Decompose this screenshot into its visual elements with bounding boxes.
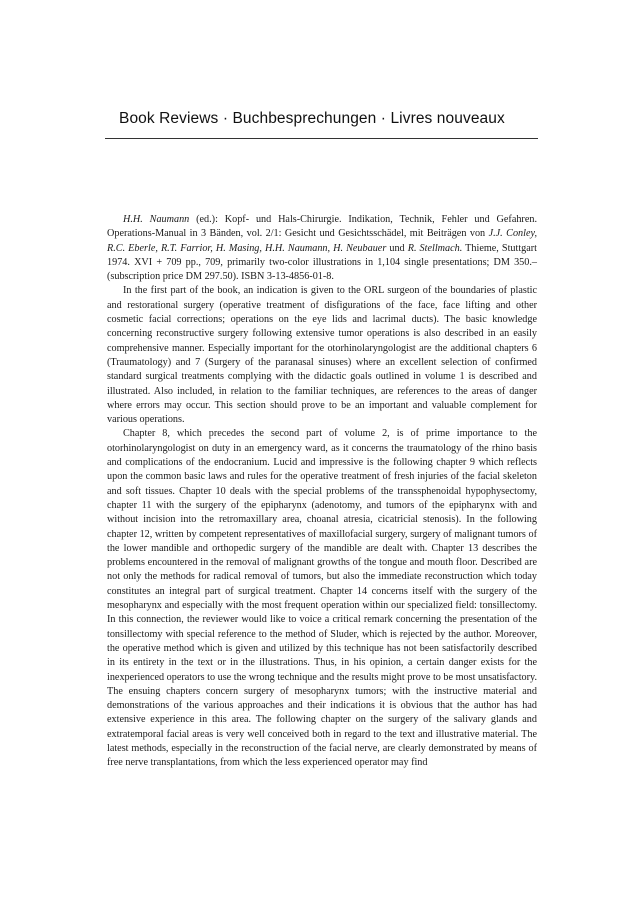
section-divider bbox=[105, 138, 538, 139]
book-citation bbox=[107, 213, 537, 284]
citation-title: (ed.): Kopf- und Hals-Chirurgie. Indikation, Technik, Fehler und Gefahren. Operations-Manual in 3 Bänden, vol. 2/1: Gesicht und Gesichtsschädel, mit Beiträgen von bbox=[107, 214, 537, 240]
review-paragraph: Chapter 8, which precedes the second part of volume 2, is of prime importance to the otorhinolaryngologist on duty in an emergency ward, as it concerns the traumatology of the rhino basis and complications of the endocranium. Lucid and impressive is the following chapter 9 which reflects upon the common basic laws and rules for the operative treatment of fresh injuries of the facial skeleton and soft tissues. Chapter 10 deals with the special problems of the transsphenoidal hypophysectomy, chapter 11 with the surgery of the epipharynx (adenotomy, and tumors of the epipharynx with and without incision into the retromaxillary area, choanal atresia, cicatricial stenosis). In the following chapter 12, written by competent representatives of maxillofacial surgery, surgery of malignant tumors of the lower mandible and orthopedic surgery of the mandible are dealt with. Chapter 13 describes the problems encountered in the removal of malignant growths of the tongue and mouth floor. Described are not only the methods for radical removal of tumors, but also the immediate reconstruction which today constitutes an integral part of surgical treatment. Chapter 14 concerns itself with the surgery of the mesopharynx and especially with the most frequent operation within our specialized field: tonsillectomy. In this connection, the reviewer would like to voice a critical remark concerning the presentation of the tonsillectomy with special reference to the method of Sluder, which is rejected by the author. Moreover, the operative method which is given and utilized by this technique has not been satisfactorily described in its entirety in the text or in the illustrations. Thus, in his opinion, a certain danger exists for the inexperienced operators to use the wrong technique and the results might prove to be most unsatisfactory. The ensuing chapters concern surgery of mesopharynx tumors; with the instructive material and demonstrations of the various approaches and their indications it is obvious that the author has had extensive experience in this area. The following chapter on the surgery of the salivary glands and extratemporal facial areas is very well conceived both in regard to the text and illustrative material. The latest methods, especially in the reconstruction of the facial nerve, are clearly demonstrated by means of free nerve transplantations, from which the less experienced operator may find bbox=[107, 428, 537, 769]
citation-last-contributor: R. Stellmach. bbox=[407, 242, 463, 254]
citation-editor: H.H. Naumann bbox=[123, 214, 190, 225]
section-title: Book Reviews · Buchbesprechungen · Livres nouveaux bbox=[119, 110, 505, 127]
book-review bbox=[107, 213, 537, 771]
review-paragraph: In the first part of the book, an indication is given to the ORL surgeon of the boundaries of plastic and restorational surgery (operative treatment of disfigurations of the face, face lifting and other cosmetic facial corrections; operations on the eye lids and lacrimal ducts). The basic knowledge concerning reconstructive surgery following extensive tumor operations is also described in an easily comprehensive manner. Especially important for the otorhinolaryngologist are the additional chapters 6 (Traumatology) and 7 (Surgery of the paranasal sinuses) where an excellent selection of confirmed standard surgical treatments complying with the didactic goals outlined in volume 1 is described and illustrated. Also included, in relation to the familiar techniques, are references to the areas of danger where errors may occur. This section should prove to be an important and valuable complement for various operations. bbox=[107, 285, 537, 426]
citation-conjunction: und bbox=[386, 242, 408, 254]
citation-details: Thieme, Stuttgart 1974. XVI + 709 pp., 709, primarily two-color illustrations in 1,104 single presentations; DM 350.– (subscription price DM 297.50). ISBN 3-13-4856-01-8. bbox=[107, 242, 537, 283]
citation-contributors: J.J. Conley, R.C. Eberle, R.T. Farrior, H. Masing, H.H. Naumann, H. Neubauer bbox=[107, 228, 537, 254]
